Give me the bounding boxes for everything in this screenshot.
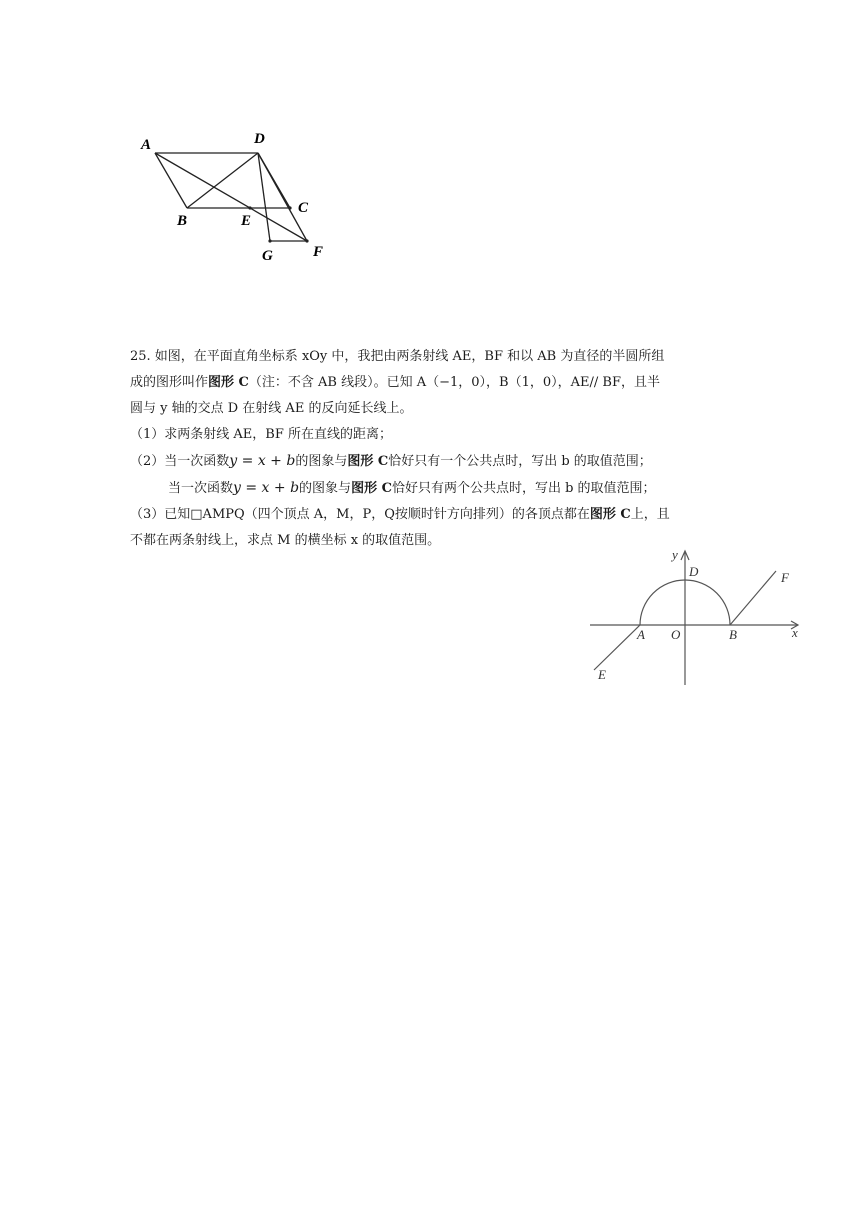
label-D: D [689,564,699,579]
label-A: A [637,627,645,642]
segment-BD [187,153,258,208]
label-E: E [598,667,606,682]
geometry-figure-parallelogram [130,120,350,270]
label-G: G [262,248,273,264]
question-3: （3）已知□AMPQ（四个顶点 A，M，P，Q按顺时针方向排列）的各顶点都在图形 C上，且 [130,507,670,522]
label-A: A [141,137,152,153]
problem-line-1: 25. 如图，在平面直角坐标系 xOy 中，我把由两条射线 AE，BF 和以 AB 为直径的半圆所组 [130,349,665,364]
label-B: B [177,213,188,229]
figure-name: 图形 C [208,375,249,390]
equation: y = x + b [229,453,296,469]
label-O: O [671,627,681,642]
question-1: （1）求两条射线 AE，BF 所在直线的距离； [130,427,392,442]
segment-DG [258,153,270,241]
label-x: x [792,625,798,640]
problem-line-2: 成的图形叫作图形 C（注：不含 AB 线段）。已知 A（−1，0），B（1，0），AE// BF，且半 [130,375,660,390]
question-2a: （2）当一次函数y = x + b的图象与图形 C恰好只有一个公共点时，写出 b 的取值范围； [130,453,652,469]
ray-AE [594,625,640,670]
label-E: E [241,213,252,229]
problem-25 [130,344,740,554]
question-3-cont: 不都在两条射线上，求点 M 的横坐标 x 的取值范围。 [130,533,441,548]
ray-BF [730,571,776,625]
label-C: C [298,200,309,216]
segment-AB [155,153,187,208]
label-y: y [672,547,678,562]
label-D: D [254,131,265,147]
question-2b: 当一次函数y = x + b的图象与图形 C恰好只有两个公共点时，写出 b 的取值范围； [168,480,656,496]
segment-DF [258,153,307,241]
problem-line-3: 圆与 y 轴的交点 D 在射线 AE 的反向延长线上。 [130,401,413,416]
coordinate-figure-C [585,545,810,690]
label-F: F [313,244,324,260]
label-B: B [729,627,737,642]
label-F: F [781,570,789,585]
